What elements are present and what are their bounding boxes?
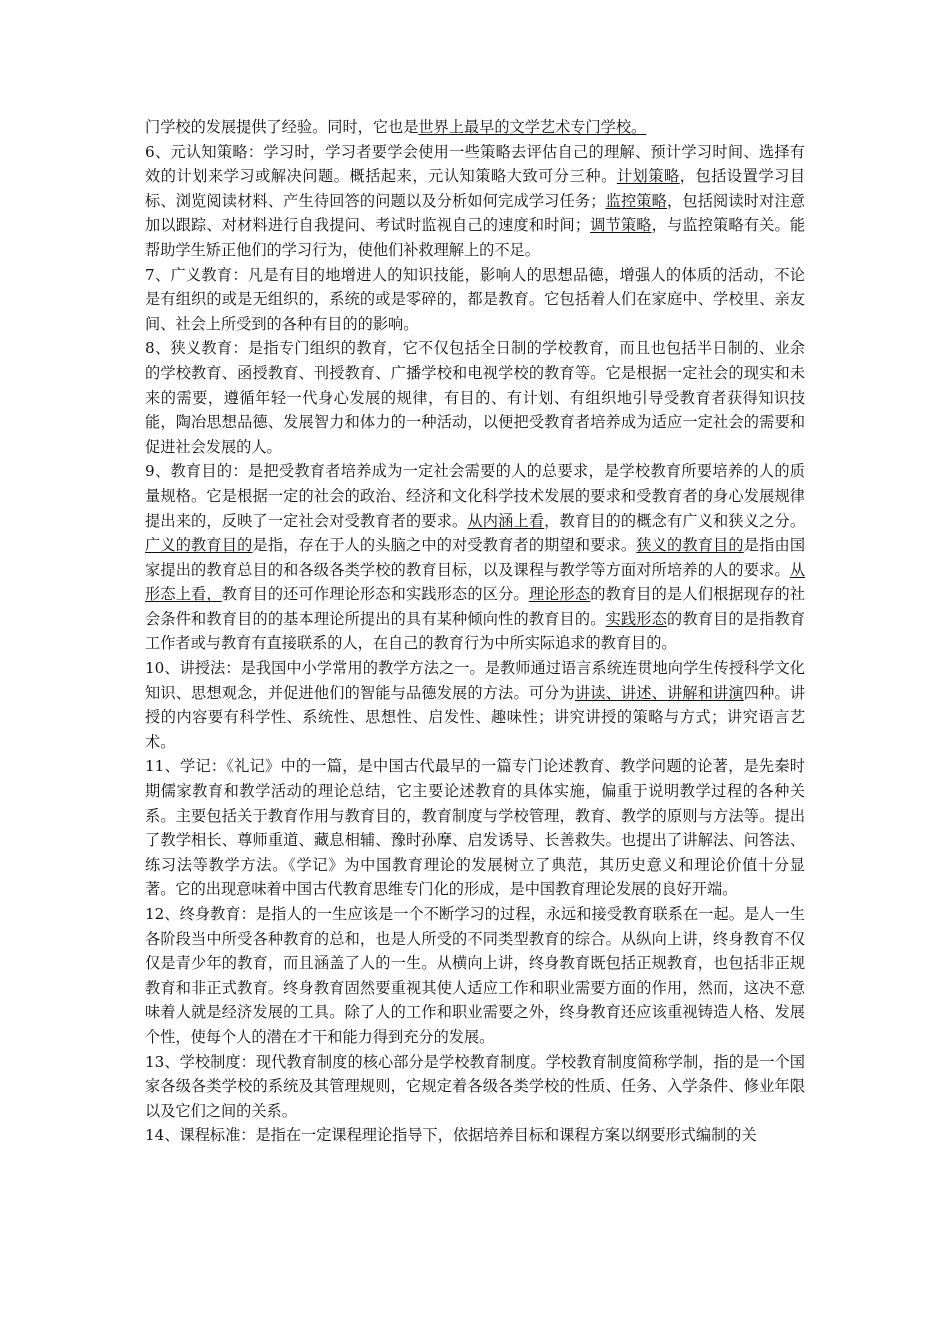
text-run: 是指由国家提出的教育总目的和各级各类学校的教育目标，以及课程与教学等方面对所培养的人的要求。 (145, 536, 806, 579)
text-run: 8、狭义教育：是指专门组织的教育，它不仅包括全日制的学校教育，而且也包括半日制的、业余的学校教育、函授教育、刊授教育、广播学校和电视学校的教育等。它是根据一定社会的现实和未来的需要，遵循年轻一代身心发展的规律，有目的、有计划、有组织地引导受教育者获得知识技能，陶冶思想品德、发展智力和体力的一种活动，以便把受教育者培养成为适应一定社会的需要和促进社会发展的人。 (145, 339, 805, 456)
text-run: 是指，存在于人的头脑之中的对受教育者的期望和要求。 (252, 536, 637, 555)
paragraph-continuation (145, 115, 805, 140)
text-run: 门学校的发展提供了经验。同时，它也是 (145, 118, 419, 136)
underlined-term: 世界上最早的文学艺术专门学校。 (418, 118, 647, 136)
underlined-term: 狭义的教育目的 (636, 536, 744, 555)
underlined-term: 从形态上看， (145, 560, 805, 604)
document-body (145, 115, 805, 1148)
underlined-term: 调节策略 (590, 216, 652, 235)
text-run: 四种。讲授的内容要有科学性、系统性、思想性、启发性、趣味性；讲究讲授的策略与方式；讲究语言艺术。 (145, 683, 806, 751)
text-run: ，教育目的的概念有广义和狭义之分。 (544, 511, 806, 530)
paragraph-term-9 (145, 459, 805, 656)
paragraph-term-10 (145, 656, 805, 754)
text-run: 7、广义教育：凡是有目的地增进人的知识技能，影响人的思想品德，增强人的体质的活动，不论是有组织的或是无组织的，系统的或是零碎的，都是教育。它包括着人们在家庭中、学校里、亲友间、社会上所受到的各种有目的的影响。 (145, 265, 805, 333)
text-run: 14、课程标准：是指在一定课程理论指导下，依据培养目标和课程方案以纲要形式编制的关 (145, 1126, 757, 1145)
underlined-term: 从内涵上看 (467, 511, 545, 530)
paragraph-term-14 (145, 1123, 805, 1148)
text-run: ，包括设置学习目标、浏览阅读材料、产生待回答的问题以及分析如何完成学习任务； (145, 167, 806, 210)
underlined-term: 讲读、讲述、讲解和讲演 (574, 683, 744, 702)
text-run: 11、学记：《礼记》中的一篇，是中国古代最早的一篇专门论述教育、教学问题的论著，是先秦时期儒家教育和教学活动的理论总结，它主要论述教育的具体实施，偏重于说明教学过程的各种关系。主要包括关于教育作用与教育目的，教育制度与学校管理，教育、教学的原则与方法等。提出了教学相长、尊师重道、藏息相辅、豫时孙摩、启发诱导、长善救失。也提出了讲解法、问答法、练习法等教学方法。《学记》为中国教育理论的发展树立了典范，其历史意义和理论价值十分显著。它的出现意味着中国古代教育思维专门化的形成，是中国教育理论发展的良好开端。 (145, 757, 805, 899)
underlined-term: 广义的教育目的 (145, 536, 253, 555)
text-run: 教育目的还可作理论形态和实践形态的区分。 (221, 585, 529, 604)
text-run: 9、教育目的：是把受教育者培养成为一定社会需要的人的总要求，是学校教育所要培养的人的质量规格。它是根据一定的社会的政治、经济和文化科学技术发展的要求和受教育者的身心发展规律提出来的，反映了一定社会对受教育者的要求。 (145, 462, 805, 530)
text-run: 12、终身教育：是指人的一生应该是一个不断学习的过程，永远和接受教育联系在一起。是人一生各阶段当中所受各种教育的总和，也是人所受的不同类型教育的综合。从纵向上讲，终身教育不仅仅是青少年的教育，而且涵盖了人的一生。从横向上讲，终身教育既包括正规教育，也包括非正规教育和非正式教育。终身教育固然要重视其使人适应工作和职业需要方面的作用，然而，这决不意味着人就是经济发展的工具。除了人的工作和职业需要之外，终身教育还应该重视铸造人格、发展个性，使每个人的潜在才干和能力得到充分的发展。 (145, 905, 805, 1046)
underlined-term: 实践形态 (605, 609, 668, 628)
text-run: 的教育目的是人们根据现存的社会条件和教育目的的基本理论所提出的具有某种倾向性的教育目的。 (145, 585, 806, 628)
paragraph-term-12 (145, 902, 805, 1050)
underlined-term: 监控策略 (605, 191, 667, 210)
text-run: 10、讲授法：是我国中小学常用的教学方法之一。是教师通过语言系统连贯地向学生传授科学文化知识、思想观念，并促进他们的智能与品德发展的方法。可分为 (145, 659, 805, 702)
underlined-term: 理论形态 (528, 585, 591, 604)
underlined-term: 计划策略 (616, 167, 680, 186)
text-run: 6、元认知策略：学习时，学习者要学会使用一些策略去评估自己的理解、预计学习时间、选择有效的计划来学习或解决问题。概括起来，元认知策略大致可分三种。 (145, 142, 805, 186)
paragraph-term-7 (145, 263, 805, 337)
paragraph-term-8 (145, 336, 805, 459)
text-run: ，包括阅读时对注意加以跟踪、对材料进行自我提问、考试时监视自己的速度和时间； (145, 191, 806, 235)
text-run: ，与监控策略有关。能帮助学生矫正他们的学习行为，使他们补救理解上的不足。 (145, 216, 806, 259)
paragraph-term-6 (145, 140, 805, 263)
paragraph-term-11 (145, 754, 805, 902)
text-run: 的教育目的是指教育工作者或与教育有直接联系的人，在自己的教育行为中所实际追求的教育目的。 (145, 609, 806, 653)
text-run: 13、学校制度：现代教育制度的核心部分是学校教育制度。学校教育制度简称学制，指的是一个国家各级各类学校的系统及其管理规则，它规定着各级各类学校的性质、任务、入学条件、修业年限以及它们之间的关系。 (145, 1052, 805, 1120)
paragraph-term-13 (145, 1050, 805, 1124)
